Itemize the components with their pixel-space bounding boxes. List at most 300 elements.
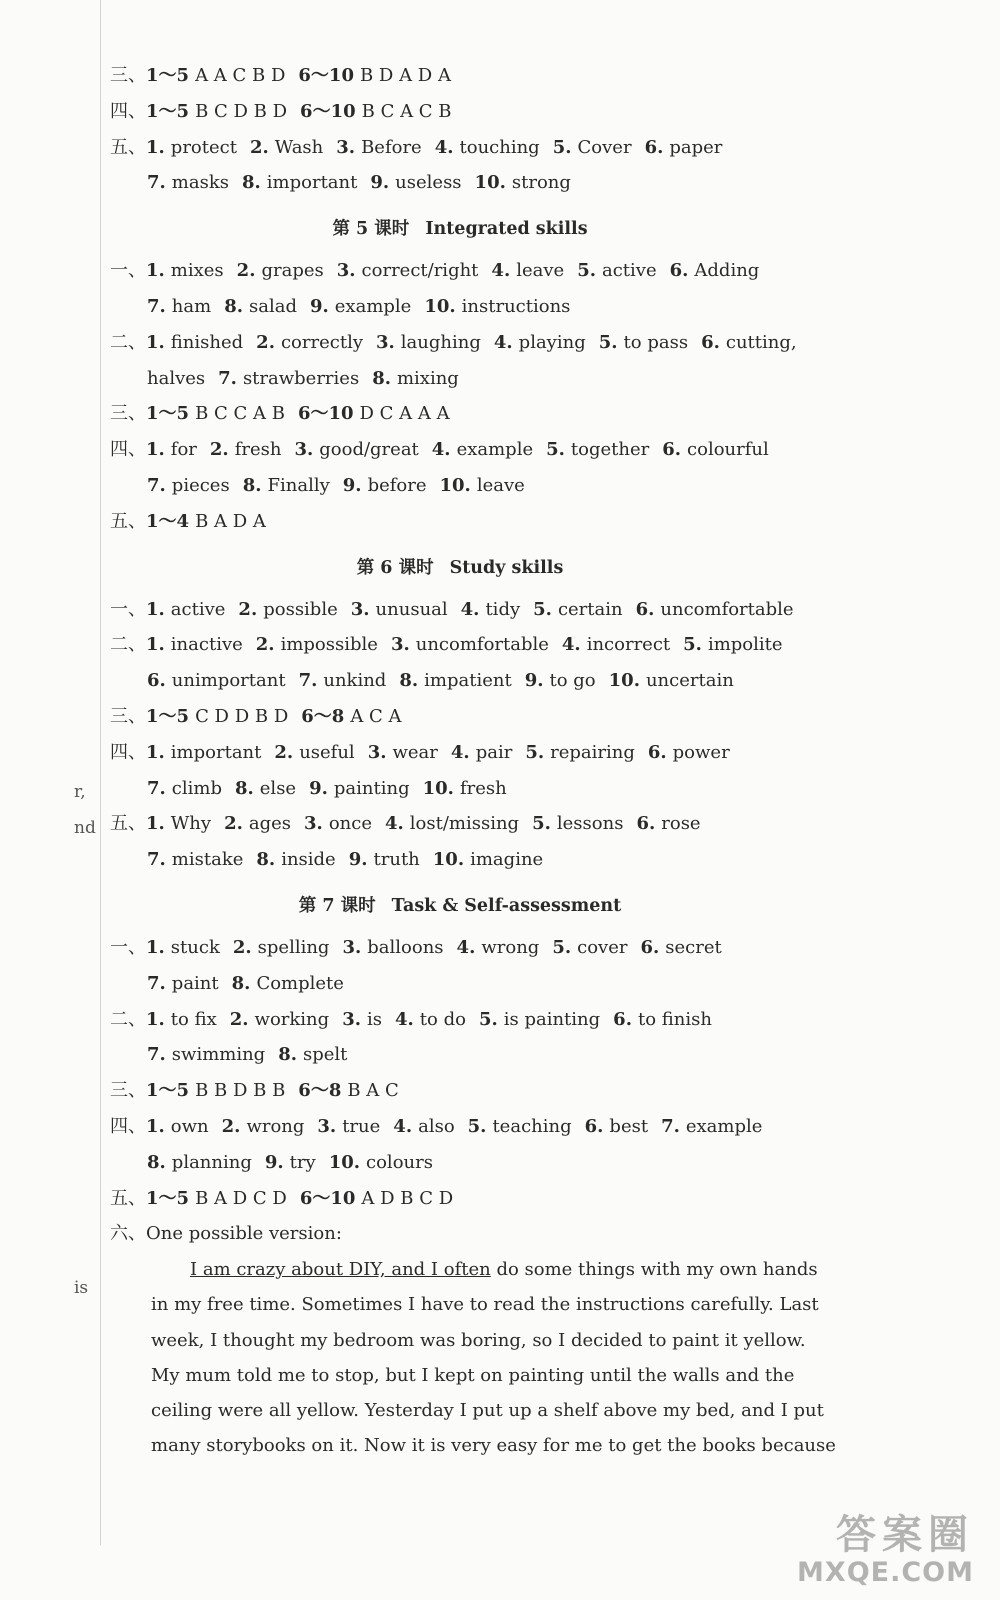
answer-item — [238, 592, 337, 628]
answer-item — [368, 735, 438, 771]
item-answer: important — [266, 172, 358, 194]
answer-key-content — [110, 58, 836, 1463]
item-number: 6. — [640, 936, 660, 958]
lesson-heading — [110, 878, 810, 930]
answer-line — [110, 468, 810, 504]
item-number: 6～10 — [298, 65, 354, 86]
answer-line — [110, 1073, 810, 1109]
item-answer: secret — [665, 936, 722, 958]
item-number: 1～5 — [146, 1187, 190, 1209]
item-answer: instructions — [461, 295, 571, 317]
section-label: 四、 — [110, 741, 146, 763]
item-answer: B C D B D — [195, 100, 288, 122]
essay-line — [110, 1252, 818, 1287]
item-number: 10. — [432, 849, 465, 871]
answer-item — [147, 1037, 265, 1073]
section-label: 四、 — [110, 100, 146, 122]
item-answer: Before — [361, 136, 422, 158]
answer-item — [146, 930, 220, 966]
lesson-heading — [110, 540, 810, 592]
answer-line — [110, 627, 810, 663]
item-number: 3. — [294, 439, 314, 461]
answer-line — [110, 806, 810, 842]
answer-item — [433, 842, 543, 878]
answer-item — [232, 966, 344, 1002]
item-number: 5. — [552, 136, 572, 158]
answer-item — [146, 130, 237, 166]
answer-item — [298, 1073, 399, 1109]
item-answer: example — [456, 439, 534, 461]
item-answer: B C A C B — [361, 100, 452, 122]
item-answer: repairing — [550, 741, 635, 763]
answer-item — [146, 396, 285, 432]
answer-item — [256, 842, 335, 878]
answer-item — [278, 1037, 347, 1073]
answer-item — [552, 930, 627, 966]
item-answer: wear — [392, 741, 438, 763]
answer-item — [661, 1109, 762, 1145]
answer-item — [636, 592, 794, 628]
answer-item — [235, 771, 296, 807]
item-number: 1. — [146, 936, 165, 958]
answer-line — [110, 592, 810, 628]
answer-item — [224, 289, 297, 325]
item-answer: inactive — [170, 634, 243, 656]
item-number: 8. — [241, 172, 261, 194]
lesson-title: Integrated skills — [425, 219, 588, 240]
section-label: 五、 — [110, 136, 146, 158]
answer-item — [301, 699, 401, 735]
essay-underlined: I am crazy about DIY, and I often — [190, 1259, 491, 1281]
answer-item — [636, 806, 700, 842]
answer-item — [146, 1073, 285, 1109]
item-answer: unusual — [375, 598, 448, 620]
item-answer: strong — [511, 172, 571, 194]
item-number: 10. — [422, 777, 454, 799]
section-label: 一、 — [110, 598, 146, 620]
answer-item — [304, 806, 372, 842]
answer-line — [110, 94, 810, 130]
answer-item — [701, 325, 797, 361]
answer-item — [440, 468, 525, 504]
item-answer: lessons — [556, 813, 624, 835]
item-answer: unkind — [323, 670, 387, 692]
margin-note: nd — [74, 818, 96, 838]
item-number: 8. — [224, 295, 243, 317]
answer-item — [648, 735, 730, 771]
item-answer: C D D B D — [195, 705, 289, 727]
answer-line — [110, 130, 810, 166]
item-number: 5. — [552, 936, 572, 958]
item-number: 7. — [218, 367, 237, 389]
lesson-number: 第 6 课时 — [356, 557, 434, 578]
item-number: 5. — [532, 813, 551, 835]
answer-item — [146, 1002, 217, 1038]
item-answer: lost/missing — [409, 813, 520, 835]
item-number: 5. — [533, 598, 552, 620]
item-number: 2. — [256, 331, 275, 353]
answer-item — [146, 1109, 209, 1145]
answer-line — [110, 361, 810, 397]
item-number: 4. — [561, 634, 581, 656]
answer-line — [110, 432, 810, 468]
lesson-number: 第 5 课时 — [332, 219, 410, 240]
answer-line — [110, 58, 810, 94]
item-answer: mixing — [396, 367, 459, 389]
item-number: 8. — [234, 777, 254, 799]
answer-item — [146, 627, 243, 663]
item-answer: laughing — [400, 331, 481, 353]
item-answer: teaching — [492, 1115, 572, 1137]
answer-item — [609, 663, 734, 699]
answer-item — [146, 504, 266, 540]
item-number: 2. — [238, 598, 258, 620]
item-answer: fresh — [234, 439, 282, 461]
essay-line: many storybooks on it. Now it is very easy for me to get the books because — [151, 1435, 836, 1457]
watermark-url: MXQE.COM — [797, 1557, 974, 1588]
item-number: 9. — [370, 172, 390, 194]
lesson-heading — [110, 201, 810, 253]
answer-item — [451, 735, 512, 771]
answer-item — [475, 165, 571, 201]
answer-item — [233, 930, 330, 966]
item-number: 4. — [456, 936, 476, 958]
answer-item — [553, 130, 632, 166]
item-answer: to finish — [637, 1008, 712, 1030]
item-answer: protect — [170, 136, 237, 158]
item-answer: try — [289, 1151, 316, 1173]
item-number: 3. — [304, 813, 323, 835]
answer-item — [670, 253, 760, 289]
item-answer: finished — [170, 331, 244, 353]
item-number: 1. — [146, 260, 165, 282]
item-answer: unimportant — [171, 670, 286, 692]
item-answer: to go — [549, 670, 596, 692]
item-answer: halves — [147, 367, 206, 389]
answer-item — [640, 930, 721, 966]
item-answer: tidy — [485, 598, 521, 620]
margin-rule — [100, 0, 101, 1545]
item-answer: Finally — [267, 474, 330, 496]
item-number: 6. — [613, 1008, 632, 1030]
answer-item — [372, 361, 459, 397]
item-answer: power — [672, 741, 730, 763]
item-number: 1～5 — [146, 403, 190, 425]
item-answer: strawberries — [242, 367, 360, 389]
item-number: 4. — [460, 598, 480, 620]
item-number: 1～5 — [146, 1080, 190, 1102]
item-answer: before — [367, 474, 427, 496]
item-answer: to pass — [623, 331, 689, 353]
item-answer: climb — [171, 777, 222, 799]
answer-item — [577, 253, 656, 289]
item-answer: B D A D A — [359, 65, 451, 86]
answer-item — [432, 432, 533, 468]
answer-line — [110, 253, 810, 289]
answer-item — [435, 130, 540, 166]
answer-item — [299, 663, 387, 699]
answer-item — [224, 806, 291, 842]
item-answer: inside — [281, 849, 336, 871]
item-answer: colours — [366, 1151, 433, 1173]
item-answer: correctly — [280, 331, 363, 353]
answer-line — [110, 504, 810, 540]
answer-item — [533, 592, 622, 628]
answer-item — [662, 432, 769, 468]
answer-item — [349, 842, 420, 878]
item-number: 1. — [146, 813, 165, 835]
answer-item — [393, 1109, 454, 1145]
answer-item — [329, 1145, 433, 1181]
item-number: 6～8 — [301, 705, 345, 727]
item-answer: is — [366, 1008, 382, 1030]
answer-item — [147, 289, 211, 325]
item-number: 2. — [221, 1115, 241, 1137]
answer-line — [110, 1181, 810, 1217]
section-label: 四、 — [110, 1115, 146, 1137]
item-answer: B B D B B — [195, 1080, 286, 1102]
item-answer: rose — [661, 813, 701, 835]
item-answer: mixes — [170, 260, 224, 282]
item-number: 9. — [264, 1151, 284, 1173]
item-number: 9. — [524, 670, 544, 692]
answer-item — [147, 966, 219, 1002]
item-number: 10. — [424, 295, 456, 317]
item-number: 4. — [434, 136, 454, 158]
item-number: 2. — [249, 136, 269, 158]
section-label: 五、 — [110, 1187, 146, 1209]
item-number: 6～10 — [297, 403, 354, 425]
answer-item — [457, 930, 540, 966]
item-number: 4. — [431, 439, 451, 461]
item-answer: active — [170, 598, 226, 620]
answer-item — [298, 396, 450, 432]
answer-item — [147, 361, 205, 397]
item-number: 9. — [309, 777, 328, 799]
section-label: 三、 — [110, 403, 146, 425]
item-number: 6. — [644, 136, 664, 158]
essay-line: week, I thought my bedroom was boring, so I decided to paint it yellow. — [151, 1329, 806, 1351]
item-number: 4. — [493, 331, 513, 353]
item-number: 9. — [342, 474, 362, 496]
item-answer: Complete — [256, 972, 344, 994]
item-answer: useful — [299, 741, 355, 763]
item-number: 4. — [450, 741, 470, 763]
watermark-logo — [797, 1513, 974, 1588]
item-answer: cover — [577, 936, 628, 958]
item-answer: colourful — [687, 439, 769, 461]
item-answer: truth — [373, 849, 420, 871]
sample-essay — [110, 1252, 836, 1463]
answer-item — [599, 325, 688, 361]
essay-line: ceiling were all yellow. Yesterday I put up a shelf above my bed, and I put — [151, 1399, 824, 1421]
margin-note: is — [74, 1278, 89, 1298]
item-answer: is painting — [503, 1008, 601, 1030]
item-answer: pieces — [171, 474, 230, 496]
item-answer: wrong — [481, 936, 540, 958]
item-number: 7. — [661, 1115, 680, 1137]
answer-item — [300, 94, 451, 130]
item-answer: also — [418, 1115, 455, 1137]
section-label: 五、 — [110, 510, 146, 532]
answer-item — [645, 130, 723, 166]
item-number: 1. — [146, 331, 165, 353]
item-number: 8. — [147, 1151, 166, 1173]
item-number: 5. — [577, 260, 596, 282]
answer-item — [146, 253, 224, 289]
item-number: 2. — [209, 439, 229, 461]
item-number: 3. — [317, 1115, 337, 1137]
item-number: 5. — [478, 1008, 498, 1030]
item-answer: good/great — [319, 439, 419, 461]
item-number: 3. — [342, 936, 362, 958]
item-number: 8. — [256, 849, 276, 871]
item-answer: painting — [333, 777, 410, 799]
item-number: 9. — [348, 849, 368, 871]
item-number: 1～5 — [146, 65, 190, 86]
item-answer: ham — [171, 295, 212, 317]
item-number: 6. — [647, 741, 667, 763]
item-number: 6. — [662, 439, 682, 461]
answer-item — [525, 663, 596, 699]
item-answer: for — [170, 439, 197, 461]
answer-item — [146, 592, 225, 628]
item-answer: fresh — [459, 777, 507, 799]
item-number: 6～10 — [299, 1187, 356, 1209]
item-answer: leave — [476, 474, 525, 496]
item-answer: playing — [518, 331, 586, 353]
item-number: 1～5 — [146, 705, 190, 727]
item-answer: paint — [171, 972, 219, 994]
item-number: 1～4 — [146, 510, 190, 532]
answer-item — [256, 325, 363, 361]
item-answer: impolite — [707, 634, 783, 656]
answer-item — [423, 771, 507, 807]
item-answer: uncertain — [645, 670, 734, 692]
item-number: 3. — [390, 634, 410, 656]
answer-item — [237, 253, 324, 289]
answer-line — [110, 1037, 810, 1073]
item-number: 10. — [474, 172, 506, 194]
section-label: 四、 — [110, 439, 146, 461]
item-number: 7. — [147, 849, 166, 871]
item-number: 2. — [274, 741, 294, 763]
item-number: 3. — [336, 136, 356, 158]
item-number: 1. — [146, 598, 165, 620]
section-label: 六、 — [110, 1223, 146, 1245]
item-number: 5. — [467, 1115, 487, 1137]
item-number: 8. — [278, 1044, 298, 1066]
item-number: 10. — [328, 1151, 361, 1173]
essay-line: in my free time. Sometimes I have to read the instructions carefully. Last — [151, 1294, 819, 1316]
item-number: 1. — [146, 136, 165, 158]
answer-item — [265, 1145, 316, 1181]
item-answer: B C C A B — [195, 403, 285, 425]
item-answer: A A C B D — [195, 65, 286, 86]
lesson-title: Task & Self-assessment — [391, 895, 622, 916]
item-number: 1. — [146, 1115, 165, 1137]
answer-item — [391, 627, 549, 663]
item-number: 6～10 — [300, 100, 356, 122]
answer-item — [147, 771, 222, 807]
item-answer: salad — [249, 295, 297, 317]
answer-item — [250, 130, 323, 166]
item-number: 6～8 — [298, 1080, 342, 1102]
answer-line — [110, 325, 810, 361]
item-answer: active — [601, 260, 657, 282]
item-answer: mistake — [171, 849, 244, 871]
item-answer: own — [170, 1115, 209, 1137]
item-number: 1. — [146, 634, 165, 656]
answer-item — [342, 930, 443, 966]
item-answer: stuck — [170, 936, 220, 958]
answer-item — [546, 432, 649, 468]
item-number: 4. — [491, 260, 511, 282]
lesson-title: Study skills — [449, 557, 564, 578]
item-answer: correct/right — [361, 260, 479, 282]
item-answer: example — [685, 1115, 763, 1137]
item-answer: important — [170, 741, 262, 763]
answer-item — [146, 699, 288, 735]
item-answer: masks — [171, 172, 229, 194]
answer-item — [146, 1181, 287, 1217]
item-answer: spelling — [257, 936, 330, 958]
item-number: 8. — [399, 670, 419, 692]
item-answer: to fix — [170, 1008, 217, 1030]
answer-line — [110, 1002, 810, 1038]
answer-item — [336, 130, 421, 166]
item-number: 4. — [394, 1008, 414, 1030]
item-number: 2. — [236, 260, 256, 282]
item-number: 7. — [147, 972, 166, 994]
answer-item — [274, 735, 354, 771]
answer-line — [110, 396, 810, 432]
answer-item — [210, 432, 282, 468]
answer-item — [342, 1002, 382, 1038]
answer-line — [110, 735, 810, 771]
item-number: 3. — [336, 260, 356, 282]
item-number: 7. — [147, 172, 166, 194]
section-label: 一、 — [110, 260, 146, 282]
answer-item — [147, 842, 243, 878]
answer-item — [317, 1109, 380, 1145]
answer-item — [395, 1002, 466, 1038]
section-label: 三、 — [110, 705, 146, 727]
answer-item — [310, 289, 411, 325]
item-number: 1～5 — [146, 100, 190, 122]
item-answer: once — [328, 813, 372, 835]
item-number: 1. — [146, 439, 165, 461]
answer-item — [147, 468, 230, 504]
answer-item — [256, 627, 378, 663]
item-answer: leave — [516, 260, 565, 282]
answer-item — [343, 468, 427, 504]
item-answer: example — [334, 295, 412, 317]
item-number: 8. — [372, 367, 391, 389]
answer-item — [385, 806, 519, 842]
answer-item — [562, 627, 670, 663]
item-answer: A D B C D — [361, 1187, 454, 1209]
answer-item — [491, 253, 564, 289]
item-number: 4. — [393, 1115, 413, 1137]
item-answer: impossible — [280, 634, 378, 656]
item-answer: swimming — [171, 1044, 266, 1066]
item-answer: useless — [395, 172, 462, 194]
item-answer: touching — [459, 136, 540, 158]
item-number: 7. — [147, 1044, 166, 1066]
item-number: 2. — [232, 936, 252, 958]
section-label: 五、 — [110, 813, 146, 835]
